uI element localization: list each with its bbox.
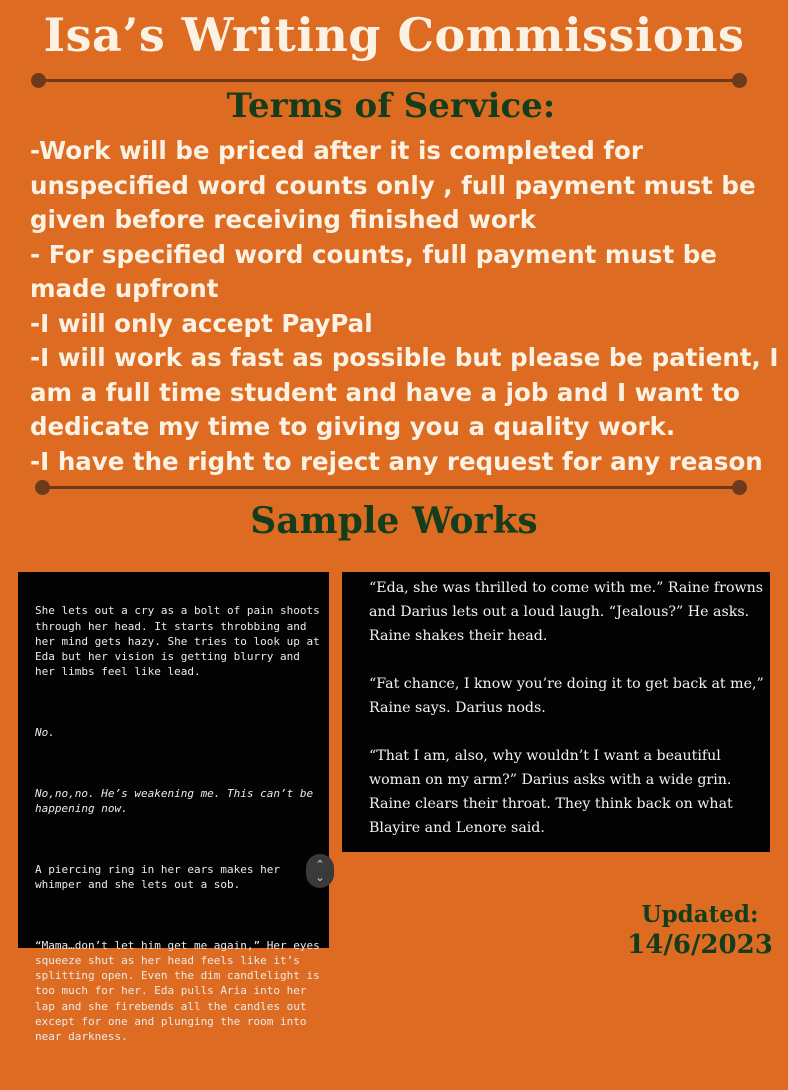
tos-item: -I will work as fast as possible but please be patient, I am a full time student and have a job and I want to dedicate my time to giving you a quality work. [30,343,779,441]
tos-item: -Work will be priced after it is completed for unspecified word counts only , full payment must be given before receiving finished work [30,136,756,234]
sample-paragraph: She lets out a cry as a bolt of pain shoots through her head. It starts throbbing and her mind gets hazy. She tries to look up at Eda but her vision is getting blurry and her limbs feel like lead. [35,604,327,679]
tos-item: -I will only accept PayPal [30,308,373,338]
page-title: Isa’s Writing Commissions [43,8,745,62]
sample-paragraph: “Fat chance, I know you’re doing it to get back at me,” Raine says. Darius nods. [369,676,764,716]
updated-stamp [620,900,780,960]
chevron-up-down-icon[interactable]: ⌃ ⌄ [306,854,334,888]
sample-work-left[interactable] [18,572,329,1044]
middle-divider [42,486,740,489]
sample-paragraph: No. [35,726,55,740]
sample-paragraph: No,no,no. He’s weakening me. This can’t be happening now. [35,786,320,816]
updated-date: 14/6/2023 [627,930,773,960]
tos-heading: Terms of Service: [226,86,556,126]
sample-paragraph: A piercing ring in her ears makes her whimper and she lets out a sob. [35,862,287,892]
divider-dot-right [732,480,747,495]
sample-paragraph: “That I am, also, why wouldn’t I want a beautiful woman on my arm?” Darius asks with a wide grin. Raine clears their throat. They think back on what Blayire and Lenore said. [369,748,733,836]
sample-paragraph: “Mama…don’t let him get me again,” Her eyes squeeze shut as her head feels like it’s splitting open. Even the dim candlelight is too much for her. Eda pulls Aria into her lap and she firebends all the candles out except for one and plunging the room into near darkness. [35,938,327,1044]
sample-paragraph: “Eda, she was thrilled to come with me.” Raine frowns and Darius lets out a loud laugh. “Jealous?” He asks. Raine shakes their head. [369,580,764,644]
tos-item: -I have the right to reject any request for any reason [30,446,763,476]
tos-item: - For specified word counts, full payment must be made upfront [30,239,717,303]
samples-heading: Sample Works [250,500,538,542]
sample-work-right [342,572,770,852]
updated-label: Updated: [641,901,759,928]
divider-dot-left [35,480,50,495]
tos-list [30,134,786,479]
top-divider [38,79,740,82]
